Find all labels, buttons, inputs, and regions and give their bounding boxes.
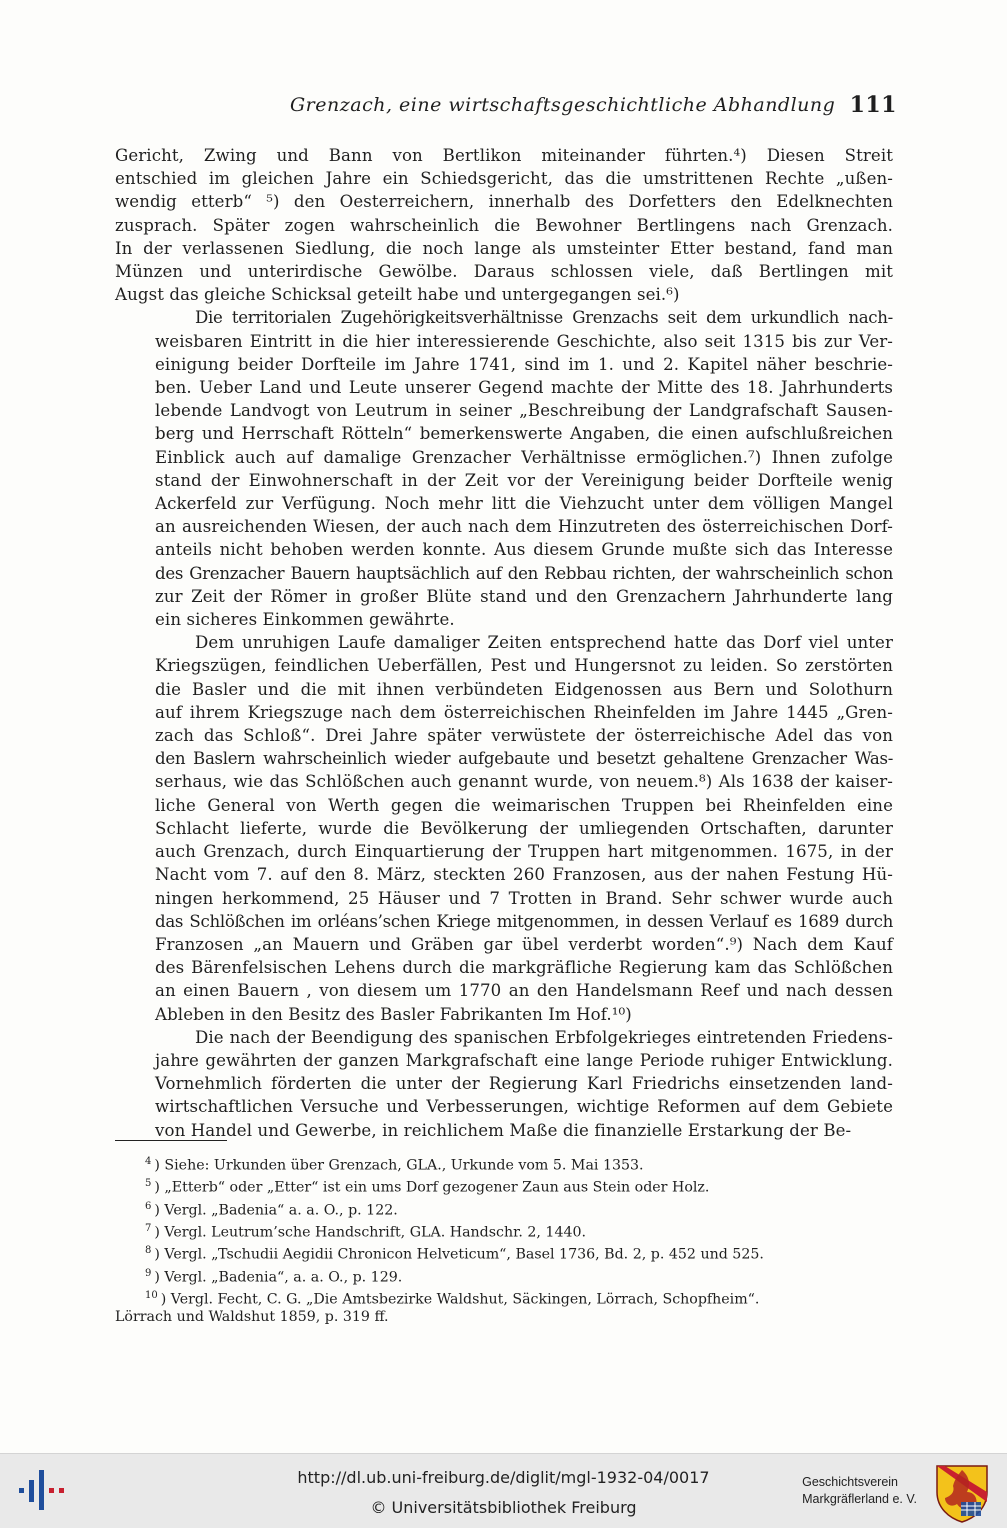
footnote	[115, 1265, 895, 1287]
text-line: entschied im gleichen Jahre ein Schiedsgericht, das die umstrittenen Rechte „ußen-	[115, 169, 893, 189]
text-line: den Baslern wahrscheinlich wieder aufgebaute und besetzt gehaltene Grenzacher Was-	[155, 749, 893, 769]
text-line: ein sicheres Einkommen gewährte.	[155, 610, 455, 630]
footnote-text: Vergl. „Tschudii Aegidii Chronicon Helveticum“, Basel 1736, Bd. 2, p. 452 und 525.	[164, 1247, 764, 1264]
footnote-mark: 9	[145, 1267, 152, 1279]
text-line: an ausreichenden Wiesen, der auch nach dem Hinzutreten des österreichischen Dorf-	[155, 517, 893, 537]
footnote-text: Vergl. „Badenia“, a. a. O., p. 129.	[164, 1269, 403, 1286]
footnote-paren: )	[154, 1180, 165, 1197]
text-line: anteils nicht behoben werden konnte. Aus diesem Grunde mußte sich das Interesse	[155, 540, 893, 560]
text-line: zusprach. Später zogen wahrscheinlich die Bewohner Bertlingens nach Grenzach.	[115, 215, 893, 235]
footnote-paren: )	[154, 1269, 165, 1286]
running-head	[115, 92, 897, 122]
text-line: von Handel und Gewerbe, in reichlichem Maße die finanzielle Erstarkung der Be-	[155, 1120, 852, 1140]
footnote-paren: )	[154, 1224, 165, 1241]
paragraph	[115, 144, 893, 306]
text-line: auf ihrem Kriegszuge nach dem österreichischen Rheinfelden im Jahre 1445 „Gren-	[155, 702, 893, 722]
text-line: liche General von Werth gegen die weimarischen Truppen bei Rheinfelden eine	[155, 795, 893, 815]
text-line: stand der Einwohnerschaft in der Zeit vor der Vereinigung beider Dorfteile wenig	[155, 470, 893, 490]
footnote-text: Vergl. Fecht, C. G. „Die Amtsbezirke Waldshut, Säckingen, Lörrach, Schopfheim“.	[170, 1291, 760, 1308]
document-url[interactable]: http://dl.ub.uni-freiburg.de/diglit/mgl-1932-04/0017	[297, 1468, 710, 1487]
footnote-paren: )	[160, 1291, 171, 1308]
text-line: wendig etterb“ ⁵) den Oesterreichern, innerhalb des Dorfetters den Edelknechten	[115, 192, 893, 212]
footnote-mark: 7	[145, 1222, 152, 1234]
footnote	[115, 1198, 895, 1220]
text-line: Kriegszügen, feindlichen Ueberfällen, Pest und Hungersnot zu leiden. So zerstörten	[155, 656, 893, 676]
footnote-mark: 5	[145, 1178, 152, 1190]
footnote	[115, 1242, 895, 1264]
footnote-mark: 4	[145, 1156, 152, 1167]
body-text	[115, 144, 893, 1142]
footnote-rule	[115, 1140, 227, 1141]
text-line: des Grenzacher Bauern hauptsächlich auf den Rebbau richten, der wahrscheinlich schon	[155, 563, 893, 583]
viewer-footer	[0, 1453, 1007, 1528]
text-line: weisbaren Eintritt in die hier interessierende Geschichte, also seit 1315 bis zur Ver-	[155, 331, 893, 351]
footnote	[115, 1153, 895, 1175]
footnote-text: Siehe: Urkunden über Grenzach, GLA., Urkunde vom 5. Mai 1353.	[164, 1157, 644, 1174]
text-line: serhaus, wie das Schlößchen auch genannt wurde, von neuem.⁸) Als 1638 der kaiser-	[155, 772, 893, 792]
text-line: Schlacht lieferte, wurde die Bevölkerung der umliegenden Ortschaften, darunter	[155, 818, 893, 838]
copyright-notice: © Universitätsbibliothek Freiburg	[370, 1498, 637, 1517]
text-line: ningen herkommend, 25 Häuser und 7 Trotten in Brand. Sehr schwer wurde auch	[155, 888, 893, 908]
footnote-mark: 8	[145, 1245, 152, 1257]
text-line: Die territorialen Zugehörigkeitsverhältnisse Grenzachs seit dem urkundlich nach-	[195, 308, 893, 328]
text-line: Münzen und unterirdische Gewölbe. Daraus schlossen viele, daß Bertlingen mit	[115, 262, 893, 282]
text-line: Ableben in den Besitz des Basler Fabrikanten Im Hof.¹⁰)	[155, 1004, 632, 1024]
footnote	[115, 1220, 895, 1242]
running-title: Grenzach, eine wirtschaftsgeschichtliche Abhandlung	[290, 94, 836, 116]
text-line: In der verlassenen Siedlung, die noch lange als umsteinter Etter bestand, fand man	[115, 238, 893, 258]
text-line: Dem unruhigen Laufe damaliger Zeiten entsprechend hatte das Dorf viel unter	[195, 633, 893, 653]
text-line: Franzosen „an Mauern und Gräben gar übel verderbt worden“.⁹) Nach dem Kauf	[155, 934, 893, 954]
footnote-paren: )	[154, 1202, 165, 1219]
footnote	[115, 1287, 895, 1309]
footnote-text: Vergl. Leutrum’sche Handschrift, GLA. Handschr. 2, 1440.	[164, 1224, 587, 1241]
paragraph	[115, 1026, 893, 1142]
text-line: lebende Landvogt von Leutrum in seiner „Beschreibung der Landgrafschaft Sausen-	[155, 401, 893, 421]
text-line: Einblick auch auf damalige Grenzacher Verhältnisse ermöglichen.⁷) Ihnen zufolge	[155, 447, 893, 467]
text-line: Gericht, Zwing und Bann von Bertlikon miteinander führten.⁴) Diesen Streit	[115, 146, 893, 165]
text-line: auch Grenzach, durch Einquartierung der Truppen hart mitgenommen. 1675, in der	[155, 842, 893, 862]
text-line: Vornehmlich förderten die unter der Regierung Karl Friedrichs einsetzenden land-	[155, 1074, 893, 1094]
footnote-paren: )	[154, 1247, 165, 1264]
footnote-paren: )	[154, 1157, 165, 1174]
text-line: des Bärenfelsischen Lehens durch die markgräfliche Regierung kam das Schlößchen	[155, 958, 893, 978]
society-name-line2: Markgräflerland e. V.	[802, 1492, 917, 1506]
paragraph	[115, 631, 893, 1025]
society-crest-icon	[931, 1462, 993, 1524]
text-line: wirtschaftlichen Versuche und Verbesserungen, wichtige Reformen auf dem Gebiete	[155, 1097, 893, 1117]
text-line: einigung beider Dorfteile im Jahre 1741, sind im 1. und 2. Kapitel näher beschrie-	[155, 354, 893, 374]
page-number: 111	[849, 92, 897, 118]
society-name	[802, 1474, 917, 1508]
text-line: Nacht vom 7. auf den 8. März, steckten 260 Franzosen, aus der nahen Festung Hü-	[155, 865, 893, 885]
paragraph	[115, 306, 893, 631]
text-line: jahre gewährten der ganzen Markgrafschaft eine lange Periode ruhiger Entwicklung.	[155, 1050, 893, 1070]
footnote-continuation: Lörrach und Waldshut 1859, p. 319 ff.	[115, 1309, 389, 1326]
text-line: Ackerfeld zur Verfügung. Noch mehr litt die Viehzucht unter dem völligen Mangel	[155, 494, 893, 514]
text-line: berg und Herrschaft Rötteln“ bemerkenswerte Angaben, die einen aufschlußreichen	[155, 424, 893, 444]
footnotes	[115, 1153, 895, 1327]
text-line: Die nach der Beendigung des spanischen Erbfolgekrieges eintretenden Friedens-	[195, 1027, 893, 1047]
text-line: zur Zeit der Römer in großer Blüte stand und den Grenzachern Jahrhunderte lang	[155, 586, 893, 606]
text-line: ben. Ueber Land und Leute unserer Gegend machte der Mitte des 18. Jahrhunderts	[155, 378, 893, 398]
text-line: Augst das gleiche Schicksal geteilt habe und untergegangen sei.⁶)	[115, 285, 680, 305]
text-line: zach das Schloß“. Drei Jahre später verwüstete der österreichische Adel das von	[155, 726, 893, 746]
society-name-line1: Geschichtsverein	[802, 1475, 898, 1489]
text-line: die Basler und die mit ihnen verbündeten Eidgenossen aus Bern und Solothurn	[155, 679, 893, 699]
text-line: das Schlößchen im orléans’schen Kriege mitgenommen, in dessen Verlauf es 1689 durch	[155, 911, 893, 931]
footnote-mark: 10	[145, 1289, 158, 1301]
footnote	[115, 1175, 895, 1197]
footnote-mark: 6	[145, 1200, 152, 1212]
text-line: an einen Bauern , von diesem um 1770 an den Handelsmann Reef und nach dessen	[155, 981, 893, 1001]
footnote-text: „Etterb“ oder „Etter“ ist ein ums Dorf gezogener Zaun aus Stein oder Holz.	[164, 1180, 710, 1197]
footnote-text: Vergl. „Badenia“ a. a. O., p. 122.	[164, 1202, 398, 1219]
